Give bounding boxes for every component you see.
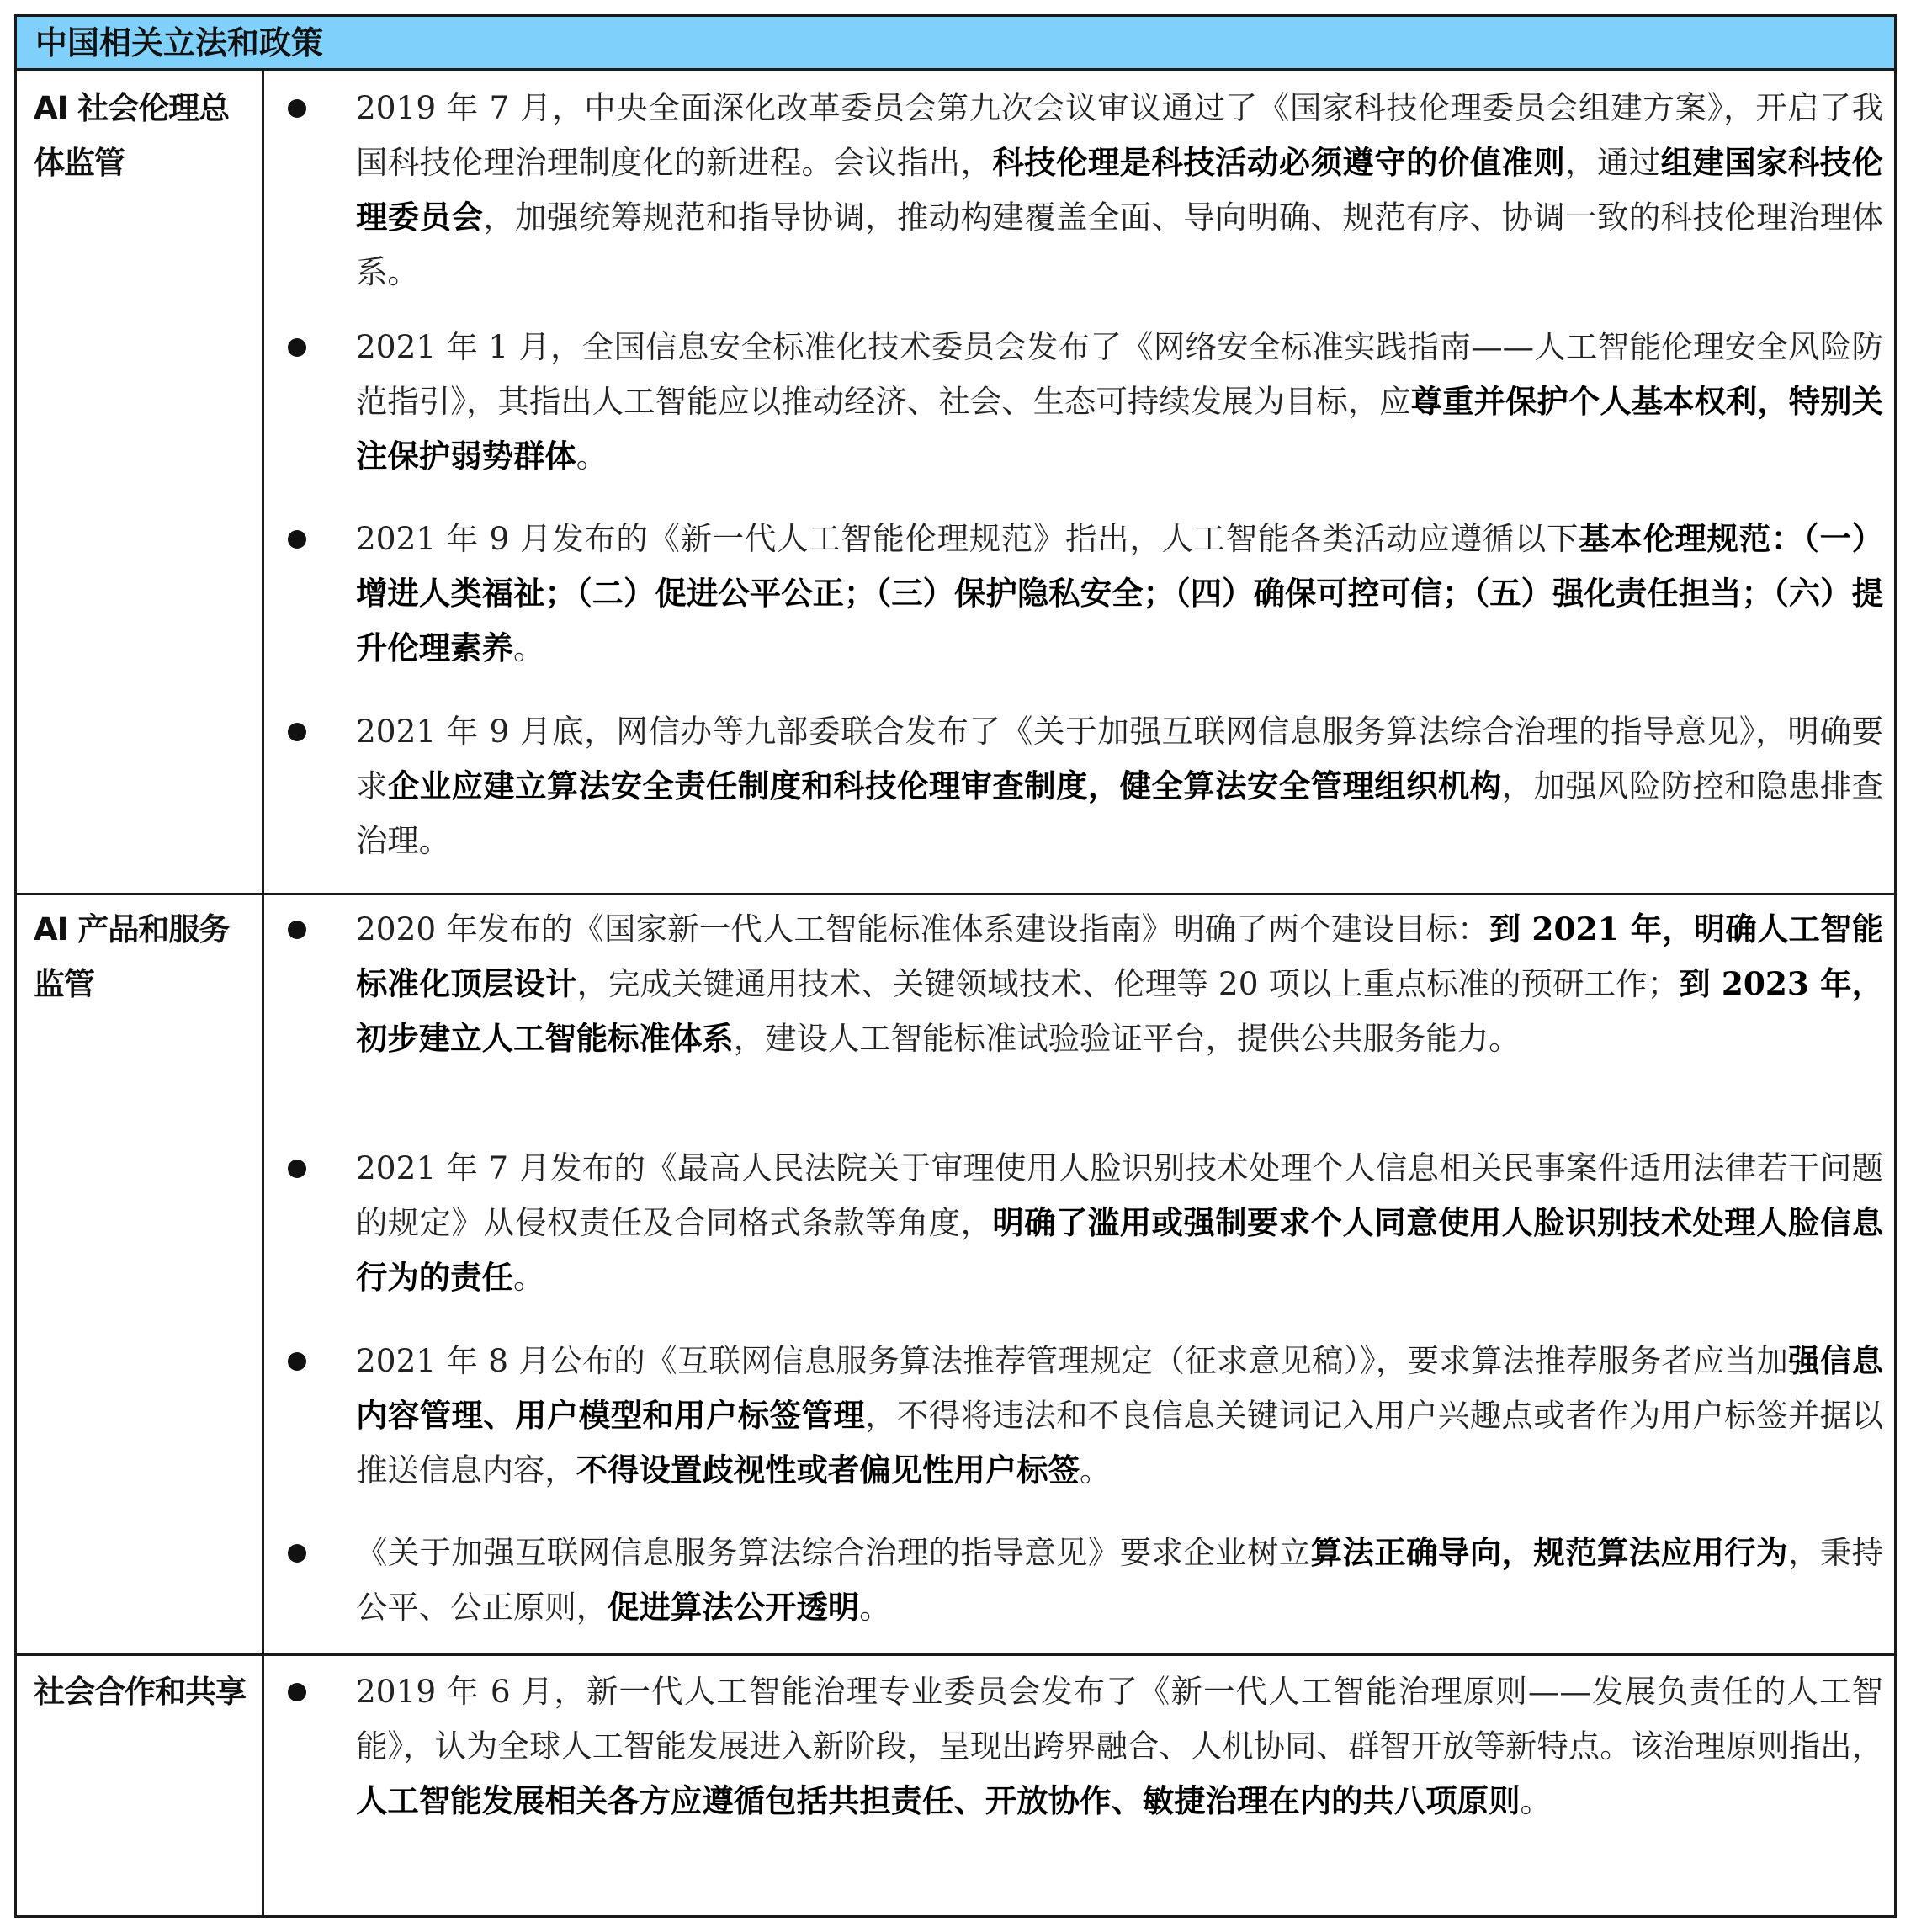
bullet-dot	[288, 1683, 306, 1701]
bold-run: 尊重并保护个人基本权利，特别关注保护弱势群体	[356, 383, 1883, 475]
text-run: 2021 年 7 月发布的《最高人民法院关于审理使用人脸识别技术处理个人信息相关民事案件适用法律若干问题的规定》从侵权责任及合同格式条款等角度，	[356, 1149, 1883, 1241]
bullet-dot	[288, 1160, 306, 1178]
policy-bullet	[356, 512, 1883, 676]
bold-run: 基本伦理规范：（一）增进人类福祉；（二）促进公平公正；（三）保护隐私安全；（四）确保可控可信；（五）强化责任担当；（六）提升伦理素养	[356, 520, 1883, 666]
table-header	[17, 17, 1894, 71]
text-run: 。	[859, 1589, 891, 1626]
policy-bullet	[356, 1141, 1883, 1305]
text-run: 。	[1520, 1782, 1552, 1819]
text-run: 2019 年 7 月，中央全面深化改革委员会第九次会议审议通过了《国家科技伦理委员会组建方案》，开启了我国科技伦理治理制度化的新进程。会议指出，	[356, 89, 1883, 181]
policy-table	[14, 14, 1897, 1918]
text-run: ，加强风险防控和隐患排查治理。	[356, 767, 1883, 859]
text-run: 2021 年 9 月底，网信办等九部委联合发布了《关于加强互联网信息服务算法综合治理的指导意见》，明确要求	[356, 713, 1883, 804]
bold-run: 明确了滥用或强制要求个人同意使用人脸识别技术处理人脸信息行为的责任	[356, 1204, 1883, 1296]
policy-bullet	[356, 704, 1883, 868]
bold-run: 到 2021 年，明确人工智能标准化顶层设计	[356, 910, 1883, 1002]
text-run: 2021 年 8 月公布的《互联网信息服务算法推荐管理规定（征求意见稿）》，要求算法推荐服务者应当加	[356, 1342, 1789, 1379]
bullet-dot	[288, 1544, 306, 1563]
text-run: ，不得将违法和不良信息关键词记入用户兴趣点或者作为用户标签并据以推送信息内容，	[356, 1397, 1883, 1489]
bold-run: 人工智能发展相关各方应遵循包括共担责任、开放协作、敏捷治理在内的共八项原则	[356, 1782, 1521, 1819]
text-run: 《关于加强互联网信息服务算法综合治理的指导意见》要求企业树立	[356, 1534, 1311, 1571]
text-run: 。	[576, 438, 608, 475]
policy-bullet	[356, 1664, 1883, 1828]
bold-run: 不得设置歧视性或者偏见性用户标签	[576, 1452, 1080, 1489]
bullet-dot	[288, 338, 306, 357]
text-run: 。	[512, 1259, 545, 1296]
bullet-dot	[288, 921, 306, 939]
bold-run: 组建国家科技伦理委员会	[356, 144, 1883, 236]
policy-bullet	[356, 1334, 1883, 1498]
row-divider	[17, 893, 1894, 895]
bold-run: 科技伦理是科技活动必须遵守的价值准则	[992, 144, 1566, 181]
policy-bullet	[356, 320, 1883, 484]
text-run: 。	[512, 629, 545, 666]
bold-run: 企业应建立算法安全责任制度和科技伦理审查制度，健全算法安全管理组织机构	[387, 767, 1502, 804]
text-run: 2021 年 9 月发布的《新一代人工智能伦理规范》指出，人工智能各类活动应遵循以下	[356, 520, 1579, 557]
policy-bullet	[356, 1526, 1883, 1635]
table-title: 中国相关立法和政策	[35, 24, 324, 61]
bold-run: 到 2023 年，初步建立人工智能标准体系	[356, 965, 1883, 1057]
category-label: AI 社会伦理总体监管	[34, 90, 230, 181]
text-run: 2021 年 1 月，全国信息安全标准化技术委员会发布了《网络安全标准实践指南——人工智能伦理安全风险防范指引》，其指出人工智能应以推动经济、社会、生态可持续发展为目标，应	[356, 328, 1883, 420]
column-divider	[262, 71, 264, 1915]
text-run: 。	[1080, 1452, 1112, 1489]
policy-bullet	[356, 902, 1883, 1066]
text-run: ，通过	[1565, 144, 1661, 181]
category-label: AI 产品和服务监管	[34, 911, 230, 1002]
text-run: 2020 年发布的《国家新一代人工智能标准体系建设指南》明确了两个建设目标：	[356, 910, 1489, 947]
bullet-dot	[288, 1352, 306, 1371]
text-run: 2019 年 6 月，新一代人工智能治理专业委员会发布了《新一代人工智能治理原则——发展负责任的人工智能》，认为全球人工智能发展进入新阶段，呈现出跨界融合、人机协同、群智开放等新特点。该治理原则指出，	[356, 1673, 1883, 1765]
row-divider	[17, 1653, 1894, 1656]
bullet-dot	[288, 723, 306, 741]
text-run: ，完成关键通用技术、关键领域技术、伦理等 20 项以上重点标准的预研工作；	[576, 965, 1680, 1002]
bold-run: 促进算法公开透明	[608, 1589, 860, 1626]
bullet-dot	[288, 530, 306, 549]
bold-run: 强信息内容管理、用户模型和用户标签管理	[356, 1342, 1883, 1434]
text-run: ，秉持公平、公正原则，	[356, 1534, 1883, 1626]
policy-bullet	[356, 81, 1883, 300]
bold-run: 算法正确导向，规范算法应用行为	[1310, 1534, 1788, 1571]
text-run: ，加强统筹规范和指导协调，推动构建覆盖全面、导向明确、规范有序、协调一致的科技伦理治理体系。	[356, 199, 1883, 290]
bullet-dot	[288, 99, 306, 118]
text-run: ，建设人工智能标准试验验证平台，提供公共服务能力。	[733, 1020, 1521, 1057]
category-label: 社会合作和共享	[34, 1674, 246, 1710]
